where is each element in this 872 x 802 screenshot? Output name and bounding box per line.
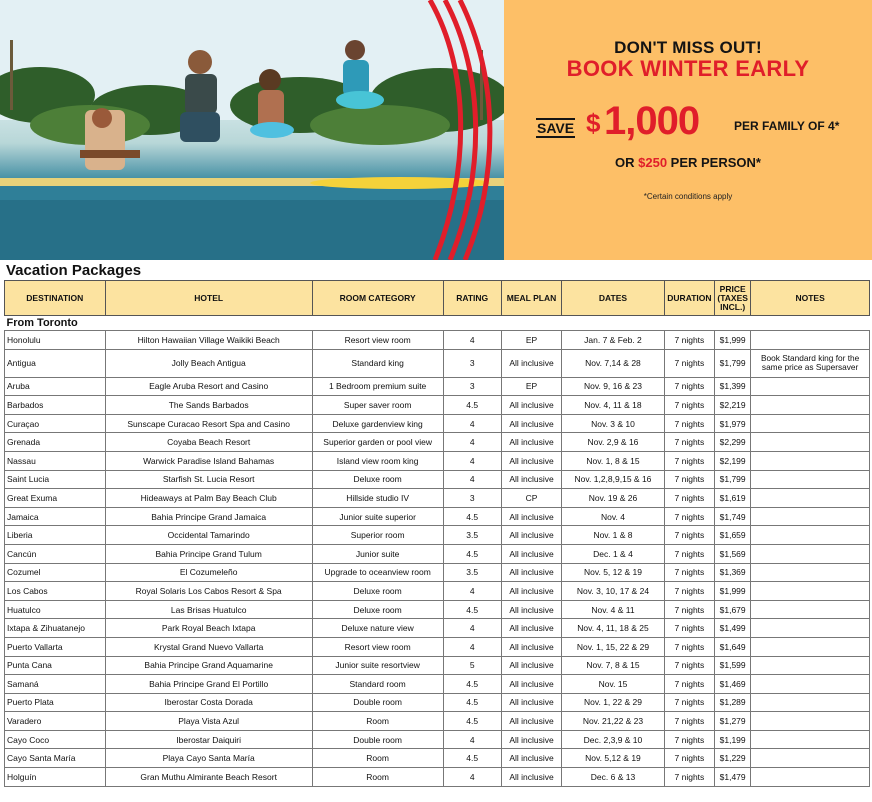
cell-meal: CP [501, 489, 561, 508]
cell-duration: 7 nights [664, 396, 714, 415]
cell-hotel: Gran Muthu Almirante Beach Resort [105, 768, 312, 787]
table-row [5, 600, 870, 619]
cell-meal: All inclusive [501, 470, 561, 489]
cell-notes [751, 470, 870, 489]
cell-duration: 7 nights [664, 507, 714, 526]
cell-duration: 7 nights [664, 582, 714, 601]
cell-duration: 7 nights [664, 470, 714, 489]
cell-price: $1,649 [715, 637, 751, 656]
cell-room: Room [312, 712, 443, 731]
cell-rating: 4 [443, 768, 501, 787]
cell-duration: 7 nights [664, 563, 714, 582]
cell-hotel: Hilton Hawaiian Village Waikiki Beach [105, 331, 312, 350]
cell-dates: Dec. 1 & 4 [562, 544, 665, 563]
currency-symbol: $ [586, 108, 601, 138]
cell-price: $1,999 [715, 582, 751, 601]
cell-room: Superior garden or pool view [312, 433, 443, 452]
cell-room: Junior suite [312, 544, 443, 563]
cell-meal: EP [501, 331, 561, 350]
cell-destination: Liberia [5, 526, 106, 545]
per-person-text: PER PERSON* [670, 155, 761, 170]
cell-hotel: Park Royal Beach Ixtapa [105, 619, 312, 638]
cell-rating: 3.5 [443, 526, 501, 545]
cell-room: Superior room [312, 526, 443, 545]
cell-dates: Nov. 15 [562, 675, 665, 694]
promo-panel [504, 0, 872, 260]
cell-hotel: Starfish St. Lucia Resort [105, 470, 312, 489]
cell-rating: 4 [443, 433, 501, 452]
table-body [5, 316, 870, 787]
cell-price: $1,229 [715, 749, 751, 768]
cell-destination: Varadero [5, 712, 106, 731]
cell-meal: All inclusive [501, 507, 561, 526]
cell-meal: All inclusive [501, 619, 561, 638]
cell-room: Junior suite resortview [312, 656, 443, 675]
cell-hotel: Iberostar Daiquiri [105, 730, 312, 749]
cell-destination: Cayo Coco [5, 730, 106, 749]
cell-price: $1,799 [715, 470, 751, 489]
cell-dates: Dec. 6 & 13 [562, 768, 665, 787]
savings-offer [534, 100, 854, 150]
header-notes: NOTES [751, 281, 870, 316]
table-row [5, 675, 870, 694]
table-row [5, 433, 870, 452]
cell-dates: Nov. 9, 16 & 23 [562, 377, 665, 396]
table-row [5, 637, 870, 656]
cell-price: $1,199 [715, 730, 751, 749]
cell-meal: All inclusive [501, 712, 561, 731]
save-label: SAVE [537, 120, 575, 136]
cell-price: $1,499 [715, 619, 751, 638]
cell-price: $2,199 [715, 451, 751, 470]
cell-duration: 7 nights [664, 489, 714, 508]
cell-notes [751, 563, 870, 582]
cell-dates: Nov. 2,9 & 16 [562, 433, 665, 452]
cell-destination: Punta Cana [5, 656, 106, 675]
cell-room: Double room [312, 693, 443, 712]
table-header-row [5, 281, 870, 316]
cell-notes [751, 526, 870, 545]
cell-notes [751, 768, 870, 787]
cell-notes [751, 414, 870, 433]
cell-price: $1,279 [715, 712, 751, 731]
cell-rating: 4.5 [443, 600, 501, 619]
cell-notes [751, 600, 870, 619]
cell-room: Upgrade to oceanview room [312, 563, 443, 582]
cell-room: Island view room king [312, 451, 443, 470]
cell-rating: 4 [443, 619, 501, 638]
cell-hotel: Jolly Beach Antigua [105, 349, 312, 377]
table-row [5, 582, 870, 601]
table-row [5, 619, 870, 638]
cell-hotel: Bahia Principe Grand El Portillo [105, 675, 312, 694]
cell-rating: 3 [443, 377, 501, 396]
cell-destination: Saint Lucia [5, 470, 106, 489]
header-destination: DESTINATION [5, 281, 106, 316]
cell-destination: Cozumel [5, 563, 106, 582]
cell-destination: Cancún [5, 544, 106, 563]
promo-headline: DON'T MISS OUT! [614, 38, 762, 57]
cell-destination: Puerto Vallarta [5, 637, 106, 656]
cell-meal: All inclusive [501, 349, 561, 377]
cell-rating: 4.5 [443, 675, 501, 694]
cell-rating: 4.5 [443, 749, 501, 768]
group-label: From Toronto [6, 317, 78, 329]
cell-hotel: Coyaba Beach Resort [105, 433, 312, 452]
cell-notes [751, 331, 870, 350]
cell-duration: 7 nights [664, 433, 714, 452]
cell-meal: All inclusive [501, 768, 561, 787]
cell-room: Deluxe room [312, 600, 443, 619]
cell-hotel: Hideaways at Palm Bay Beach Club [105, 489, 312, 508]
cell-notes [751, 489, 870, 508]
cell-dates: Nov. 3, 10, 17 & 24 [562, 582, 665, 601]
cell-price: $1,569 [715, 544, 751, 563]
header-rating: RATING [443, 281, 501, 316]
cell-duration: 7 nights [664, 349, 714, 377]
cell-rating: 4 [443, 414, 501, 433]
cell-rating: 4 [443, 470, 501, 489]
cell-duration: 7 nights [664, 331, 714, 350]
cell-rating: 4.5 [443, 712, 501, 731]
cell-destination: Samaná [5, 675, 106, 694]
cell-room: Resort view room [312, 637, 443, 656]
cell-room: Deluxe nature view [312, 619, 443, 638]
cell-room: Deluxe gardenview king [312, 414, 443, 433]
cell-meal: All inclusive [501, 582, 561, 601]
cell-notes [751, 730, 870, 749]
per-family-text: PER FAMILY OF 4* [734, 119, 840, 133]
cell-notes [751, 693, 870, 712]
cell-price: $1,999 [715, 331, 751, 350]
cell-destination: Puerto Plata [5, 693, 106, 712]
cell-destination: Honolulu [5, 331, 106, 350]
cell-room: Standard room [312, 675, 443, 694]
hero-banner [0, 0, 872, 260]
cell-destination: Nassau [5, 451, 106, 470]
cell-destination: Los Cabos [5, 582, 106, 601]
cell-hotel: Iberostar Costa Dorada [105, 693, 312, 712]
table-row [5, 768, 870, 787]
cell-meal: All inclusive [501, 730, 561, 749]
vacation-packages-table [4, 280, 870, 787]
table-row [5, 526, 870, 545]
cell-duration: 7 nights [664, 619, 714, 638]
cell-dates: Nov. 3 & 10 [562, 414, 665, 433]
cell-room: 1 Bedroom premium suite [312, 377, 443, 396]
cell-room: Junior suite superior [312, 507, 443, 526]
cell-destination: Cayo Santa María [5, 749, 106, 768]
cell-meal: All inclusive [501, 526, 561, 545]
savings-amount: 1,000 [604, 99, 700, 143]
cell-dates: Nov. 1, 8 & 15 [562, 451, 665, 470]
cell-meal: All inclusive [501, 451, 561, 470]
cell-meal: All inclusive [501, 396, 561, 415]
cell-dates: Nov. 7,14 & 28 [562, 349, 665, 377]
cell-destination: Great Exuma [5, 489, 106, 508]
cell-hotel: Bahia Principe Grand Aquamarine [105, 656, 312, 675]
cell-notes: Book Standard king for the same price as Supersaver [751, 349, 870, 377]
per-person-amount: $250 [638, 155, 668, 170]
header-meal-plan: MEAL PLAN [501, 281, 561, 316]
cell-meal: All inclusive [501, 656, 561, 675]
cell-duration: 7 nights [664, 637, 714, 656]
cell-duration: 7 nights [664, 451, 714, 470]
cell-hotel: Royal Solaris Los Cabos Resort & Spa [105, 582, 312, 601]
cell-meal: All inclusive [501, 637, 561, 656]
cell-rating: 4.5 [443, 507, 501, 526]
cell-meal: All inclusive [501, 749, 561, 768]
cell-rating: 4.5 [443, 544, 501, 563]
cell-hotel: Playa Vista Azul [105, 712, 312, 731]
cell-rating: 4 [443, 451, 501, 470]
cell-price: $1,799 [715, 349, 751, 377]
cell-dates: Nov. 5,12 & 19 [562, 749, 665, 768]
cell-notes [751, 507, 870, 526]
cell-destination: Jamaica [5, 507, 106, 526]
table-row [5, 749, 870, 768]
cell-duration: 7 nights [664, 656, 714, 675]
header-hotel: HOTEL [105, 281, 312, 316]
cell-notes [751, 396, 870, 415]
cell-room: Standard king [312, 349, 443, 377]
cell-hotel: El Cozumeleño [105, 563, 312, 582]
cell-notes [751, 749, 870, 768]
table-row [5, 712, 870, 731]
cell-duration: 7 nights [664, 693, 714, 712]
cell-price: $1,399 [715, 377, 751, 396]
cell-notes [751, 377, 870, 396]
header-duration: DURATION [664, 281, 714, 316]
cell-meal: All inclusive [501, 675, 561, 694]
conditions-note: *Certain conditions apply [643, 192, 733, 201]
cell-hotel: Sunscape Curacao Resort Spa and Casino [105, 414, 312, 433]
cell-notes [751, 544, 870, 563]
cell-hotel: Bahia Principe Grand Tulum [105, 544, 312, 563]
cell-price: $1,289 [715, 693, 751, 712]
cell-duration: 7 nights [664, 526, 714, 545]
cell-destination: Curaçao [5, 414, 106, 433]
cell-hotel: Bahia Principe Grand Jamaica [105, 507, 312, 526]
cell-notes [751, 656, 870, 675]
cell-dates: Nov. 1 & 8 [562, 526, 665, 545]
cell-notes [751, 637, 870, 656]
cell-dates: Nov. 4, 11, 18 & 25 [562, 619, 665, 638]
cell-price: $1,479 [715, 768, 751, 787]
cell-rating: 4 [443, 637, 501, 656]
cell-price: $2,219 [715, 396, 751, 415]
table-row [5, 693, 870, 712]
header-dates: DATES [562, 281, 665, 316]
cell-destination: Grenada [5, 433, 106, 452]
cell-dates: Nov. 5, 12 & 19 [562, 563, 665, 582]
cell-price: $1,659 [715, 526, 751, 545]
cell-room: Room [312, 749, 443, 768]
cell-room: Deluxe room [312, 582, 443, 601]
cell-rating: 3 [443, 489, 501, 508]
cell-rating: 4.5 [443, 693, 501, 712]
cell-hotel: The Sands Barbados [105, 396, 312, 415]
cell-meal: All inclusive [501, 544, 561, 563]
cell-dates: Nov. 1, 15, 22 & 29 [562, 637, 665, 656]
table-row [5, 730, 870, 749]
cell-price: $1,369 [715, 563, 751, 582]
cell-dates: Dec. 2,3,9 & 10 [562, 730, 665, 749]
cell-dates: Nov. 1,2,8,9,15 & 16 [562, 470, 665, 489]
cell-destination: Antigua [5, 349, 106, 377]
pool-scene-illustration [0, 0, 504, 260]
table-row [5, 331, 870, 350]
cell-price: $1,679 [715, 600, 751, 619]
cell-rating: 4 [443, 730, 501, 749]
cell-hotel: Playa Cayo Santa María [105, 749, 312, 768]
cell-price: $1,599 [715, 656, 751, 675]
cell-rating: 4 [443, 582, 501, 601]
cell-room: Hillside studio IV [312, 489, 443, 508]
cell-dates: Nov. 4 & 11 [562, 600, 665, 619]
cell-rating: 3 [443, 349, 501, 377]
cell-meal: All inclusive [501, 414, 561, 433]
cell-destination: Holguín [5, 768, 106, 787]
table-row [5, 349, 870, 377]
cell-room: Double room [312, 730, 443, 749]
cell-room: Deluxe room [312, 470, 443, 489]
cell-rating: 3.5 [443, 563, 501, 582]
cell-price: $1,619 [715, 489, 751, 508]
promo-subheadline: BOOK WINTER EARLY [566, 56, 810, 81]
table-row [5, 656, 870, 675]
cell-dates: Jan. 7 & Feb. 2 [562, 331, 665, 350]
cell-room: Resort view room [312, 331, 443, 350]
cell-dates: Nov. 7, 8 & 15 [562, 656, 665, 675]
cell-destination: Aruba [5, 377, 106, 396]
table-row [5, 396, 870, 415]
table-row [5, 563, 870, 582]
cell-duration: 7 nights [664, 377, 714, 396]
table-row [5, 451, 870, 470]
beach-family-photo [0, 0, 504, 260]
cell-destination: Huatulco [5, 600, 106, 619]
cell-room: Super saver room [312, 396, 443, 415]
cell-notes [751, 619, 870, 638]
table-row [5, 544, 870, 563]
cell-dates: Nov. 4, 11 & 18 [562, 396, 665, 415]
header-price: PRICE (TAXES INCL.) [715, 281, 751, 316]
cell-duration: 7 nights [664, 544, 714, 563]
cell-rating: 5 [443, 656, 501, 675]
cell-meal: EP [501, 377, 561, 396]
group-row [5, 316, 870, 331]
cell-meal: All inclusive [501, 693, 561, 712]
cell-destination: Barbados [5, 396, 106, 415]
cell-hotel: Eagle Aruba Resort and Casino [105, 377, 312, 396]
cell-dates: Nov. 1, 22 & 29 [562, 693, 665, 712]
cell-duration: 7 nights [664, 600, 714, 619]
cell-notes [751, 675, 870, 694]
cell-destination: Ixtapa & Zihuatanejo [5, 619, 106, 638]
cell-notes [751, 582, 870, 601]
table-row [5, 377, 870, 396]
cell-duration: 7 nights [664, 675, 714, 694]
cell-duration: 7 nights [664, 768, 714, 787]
section-title: Vacation Packages [6, 262, 142, 279]
cell-rating: 4.5 [443, 396, 501, 415]
cell-notes [751, 712, 870, 731]
per-person-offer [504, 155, 872, 170]
table-row [5, 414, 870, 433]
cell-notes [751, 433, 870, 452]
cell-duration: 7 nights [664, 749, 714, 768]
cell-room: Room [312, 768, 443, 787]
cell-notes [751, 451, 870, 470]
cell-hotel: Las Brisas Huatulco [105, 600, 312, 619]
table-row [5, 470, 870, 489]
table-row [5, 507, 870, 526]
cell-duration: 7 nights [664, 414, 714, 433]
or-text: OR [615, 155, 635, 170]
cell-meal: All inclusive [501, 600, 561, 619]
cell-meal: All inclusive [501, 433, 561, 452]
cell-price: $1,979 [715, 414, 751, 433]
cell-hotel: Krystal Grand Nuevo Vallarta [105, 637, 312, 656]
cell-dates: Nov. 19 & 26 [562, 489, 665, 508]
cell-meal: All inclusive [501, 563, 561, 582]
table-row [5, 489, 870, 508]
cell-duration: 7 nights [664, 730, 714, 749]
cell-price: $1,749 [715, 507, 751, 526]
cell-rating: 4 [443, 331, 501, 350]
cell-price: $2,299 [715, 433, 751, 452]
cell-price: $1,469 [715, 675, 751, 694]
cell-duration: 7 nights [664, 712, 714, 731]
header-room-category: ROOM CATEGORY [312, 281, 443, 316]
cell-dates: Nov. 21,22 & 23 [562, 712, 665, 731]
cell-dates: Nov. 4 [562, 507, 665, 526]
cell-hotel: Occidental Tamarindo [105, 526, 312, 545]
cell-hotel: Warwick Paradise Island Bahamas [105, 451, 312, 470]
